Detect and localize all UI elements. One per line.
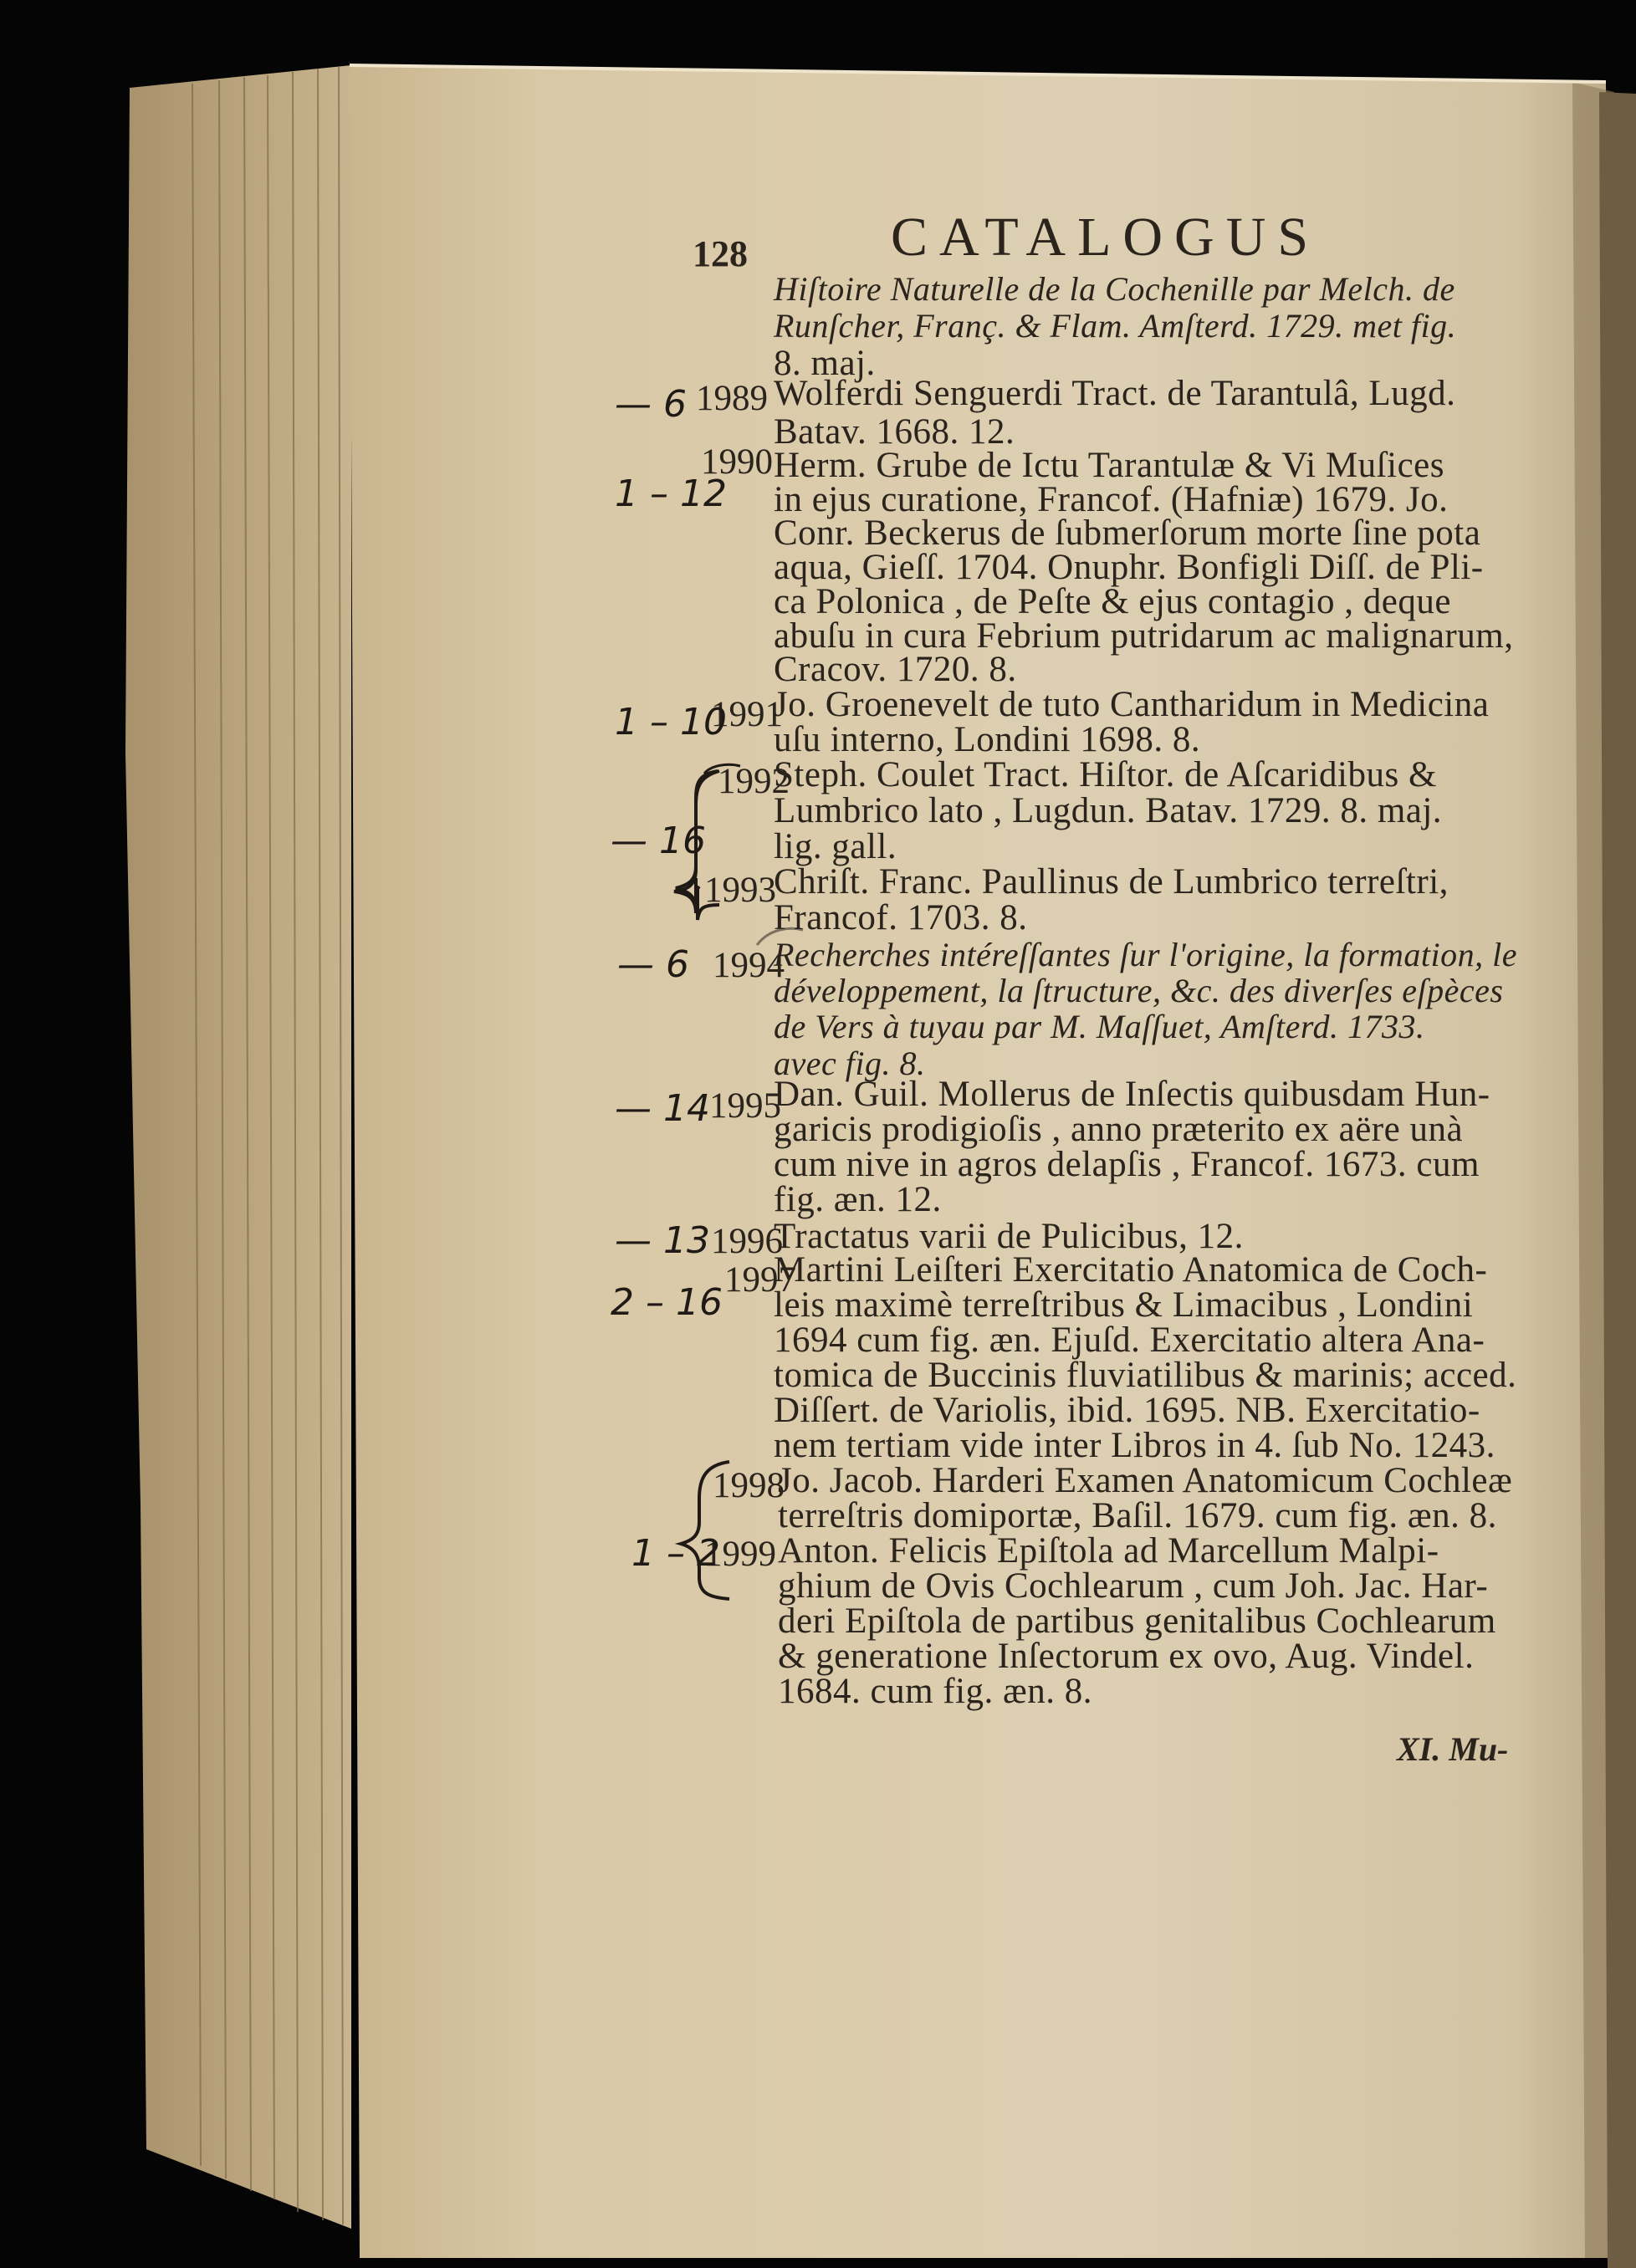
entry-line: 8. maj.	[774, 344, 876, 383]
handwritten-annotation: — 6	[617, 943, 689, 986]
entry-line: ca Polonica , de Peſte & ejus contagio , deque	[774, 582, 1451, 621]
entry-line: Martini Leiſteri Exercitatio Anatomica de Coch-	[774, 1250, 1488, 1290]
entry-line: Batav. 1668. 12.	[774, 412, 1015, 452]
entry-line: 1694 cum fig. æn. Ejuſd. Exercitatio altera Ana-	[774, 1320, 1485, 1360]
entry-line: nem tertiam vide inter Libros in 4. ſub No. 1243.	[774, 1426, 1495, 1465]
entry-number: 1990	[701, 442, 773, 482]
entry-line: deri Epiſtola de partibus genitalibus Cochlearum	[778, 1601, 1496, 1641]
handwritten-annotation: — 13	[615, 1219, 710, 1262]
page-edge-stack	[125, 65, 351, 2229]
entry-line: aqua, Gieſſ. 1704. Onuphr. Bonfigli Diſſ. de Pli-	[774, 548, 1484, 587]
entry-line: développement, la ſtructure, &c. des diverſes eſpèces	[774, 972, 1504, 1009]
entry-number: 1997	[724, 1260, 796, 1300]
entry-line: Jo. Groenevelt de tuto Cantharidum in Medicina	[774, 685, 1490, 724]
entry-line: tomica de Buccinis fluviatilibus & marinis; acced.	[774, 1356, 1517, 1395]
entry-line: Steph. Coulet Tract. Hiſtor. de Aſcaridibus &	[774, 755, 1437, 794]
entry-line: Tractatus varii de Pulicibus, 12.	[774, 1217, 1244, 1256]
entry-line: leis maximè terreſtribus & Limacibus , Londini	[774, 1285, 1474, 1325]
handwritten-annotation: — 6	[615, 383, 687, 426]
entry-line: garicis prodigioſis , anno præterito ex aëre unà	[774, 1110, 1464, 1149]
entry-line: Lumbrico lato , Lugdun. Batav. 1729. 8. maj.	[774, 791, 1443, 830]
entry-number: 1998	[713, 1466, 785, 1505]
entry-number: 1991	[711, 695, 783, 734]
entry-line: terreſtris domiportæ, Baſil. 1679. cum fig. æn. 8.	[778, 1496, 1497, 1535]
entry-line: Diſſert. de Variolis, ibid. 1695. NB. Exercitatio-	[774, 1391, 1480, 1430]
entry-line: Francof. 1703. 8.	[774, 898, 1028, 937]
entry-number: 1999	[704, 1535, 776, 1574]
entry-number: 1995	[709, 1086, 781, 1126]
entry-line: fig. æn. 12.	[774, 1180, 942, 1219]
entry-line: in ejus curatione, Francof. (Hafniæ) 1679. Jo.	[774, 480, 1449, 519]
entry-line: uſu interno, Londini 1698. 8.	[774, 720, 1201, 759]
handwritten-annotation: — 14	[615, 1087, 710, 1130]
entry-number: 1992	[718, 762, 790, 801]
entry-line: de Vers à tuyau par M. Maſſuet, Amſterd. 1733.	[774, 1008, 1425, 1045]
entry-line: cum nive in agros delapſis , Francof. 1673. cum	[774, 1145, 1480, 1184]
entry-line: lig. gall.	[774, 827, 897, 866]
page-number: 128	[693, 233, 748, 274]
entry-line: Hiſtoire Naturelle de la Cochenille par Melch. de	[774, 270, 1455, 308]
handwritten-annotation: 1 – 10	[615, 701, 727, 743]
entry-line: Conr. Beckerus de ſubmerſorum morte ſine pota	[774, 513, 1481, 553]
handwritten-annotation: 1 – 2	[631, 1532, 720, 1575]
entry-number: 1994	[713, 946, 785, 985]
catchword: XI. Mu-	[1397, 1730, 1509, 1768]
running-head: CATALOGUS	[891, 207, 1321, 268]
entry-line: avec fig. 8.	[774, 1045, 926, 1082]
entry-line: Herm. Grube de Ictu Tarantulæ & Vi Muſices	[774, 446, 1444, 485]
entry-number: 1996	[711, 1222, 783, 1261]
entry-line: Runſcher, Franç. & Flam. Amſterd. 1729. met fig.	[774, 307, 1457, 345]
entry-line: Recherches intéreſſantes ſur l'origine, la formation, le	[774, 936, 1517, 973]
entry-line: Chriſt. Franc. Paullinus de Lumbrico terreſtri,	[774, 862, 1449, 902]
handwritten-annotation: 2 – 16	[611, 1281, 723, 1324]
entry-line: Dan. Guil. Mollerus de Inſectis quibusdam Hun-	[774, 1075, 1490, 1114]
entry-line: Jo. Jacob. Harderi Examen Anatomicum Cochleæ	[778, 1461, 1513, 1500]
entry-number: 1993	[704, 871, 776, 910]
entry-line: Cracov. 1720. 8.	[774, 650, 1017, 689]
entry-line: ghium de Ovis Cochlearum , cum Joh. Jac. Har-	[778, 1566, 1489, 1606]
entry-line: Anton. Felicis Epiſtola ad Marcellum Malpi-	[778, 1531, 1439, 1571]
handwritten-annotation: 1 – 12	[615, 472, 727, 515]
handwritten-annotation: — 16	[611, 820, 706, 862]
entry-line: Wolferdi Senguerdi Tract. de Tarantulâ, Lugd.	[774, 374, 1456, 413]
entry-line: & generatione Inſectorum ex ovo, Aug. Vindel.	[778, 1637, 1475, 1676]
entry-number: 1989	[696, 379, 768, 418]
entry-line: abuſu in cura Febrium putridarum ac malignarum,	[774, 616, 1514, 656]
entry-line: 1684. cum fig. æn. 8.	[778, 1672, 1092, 1711]
